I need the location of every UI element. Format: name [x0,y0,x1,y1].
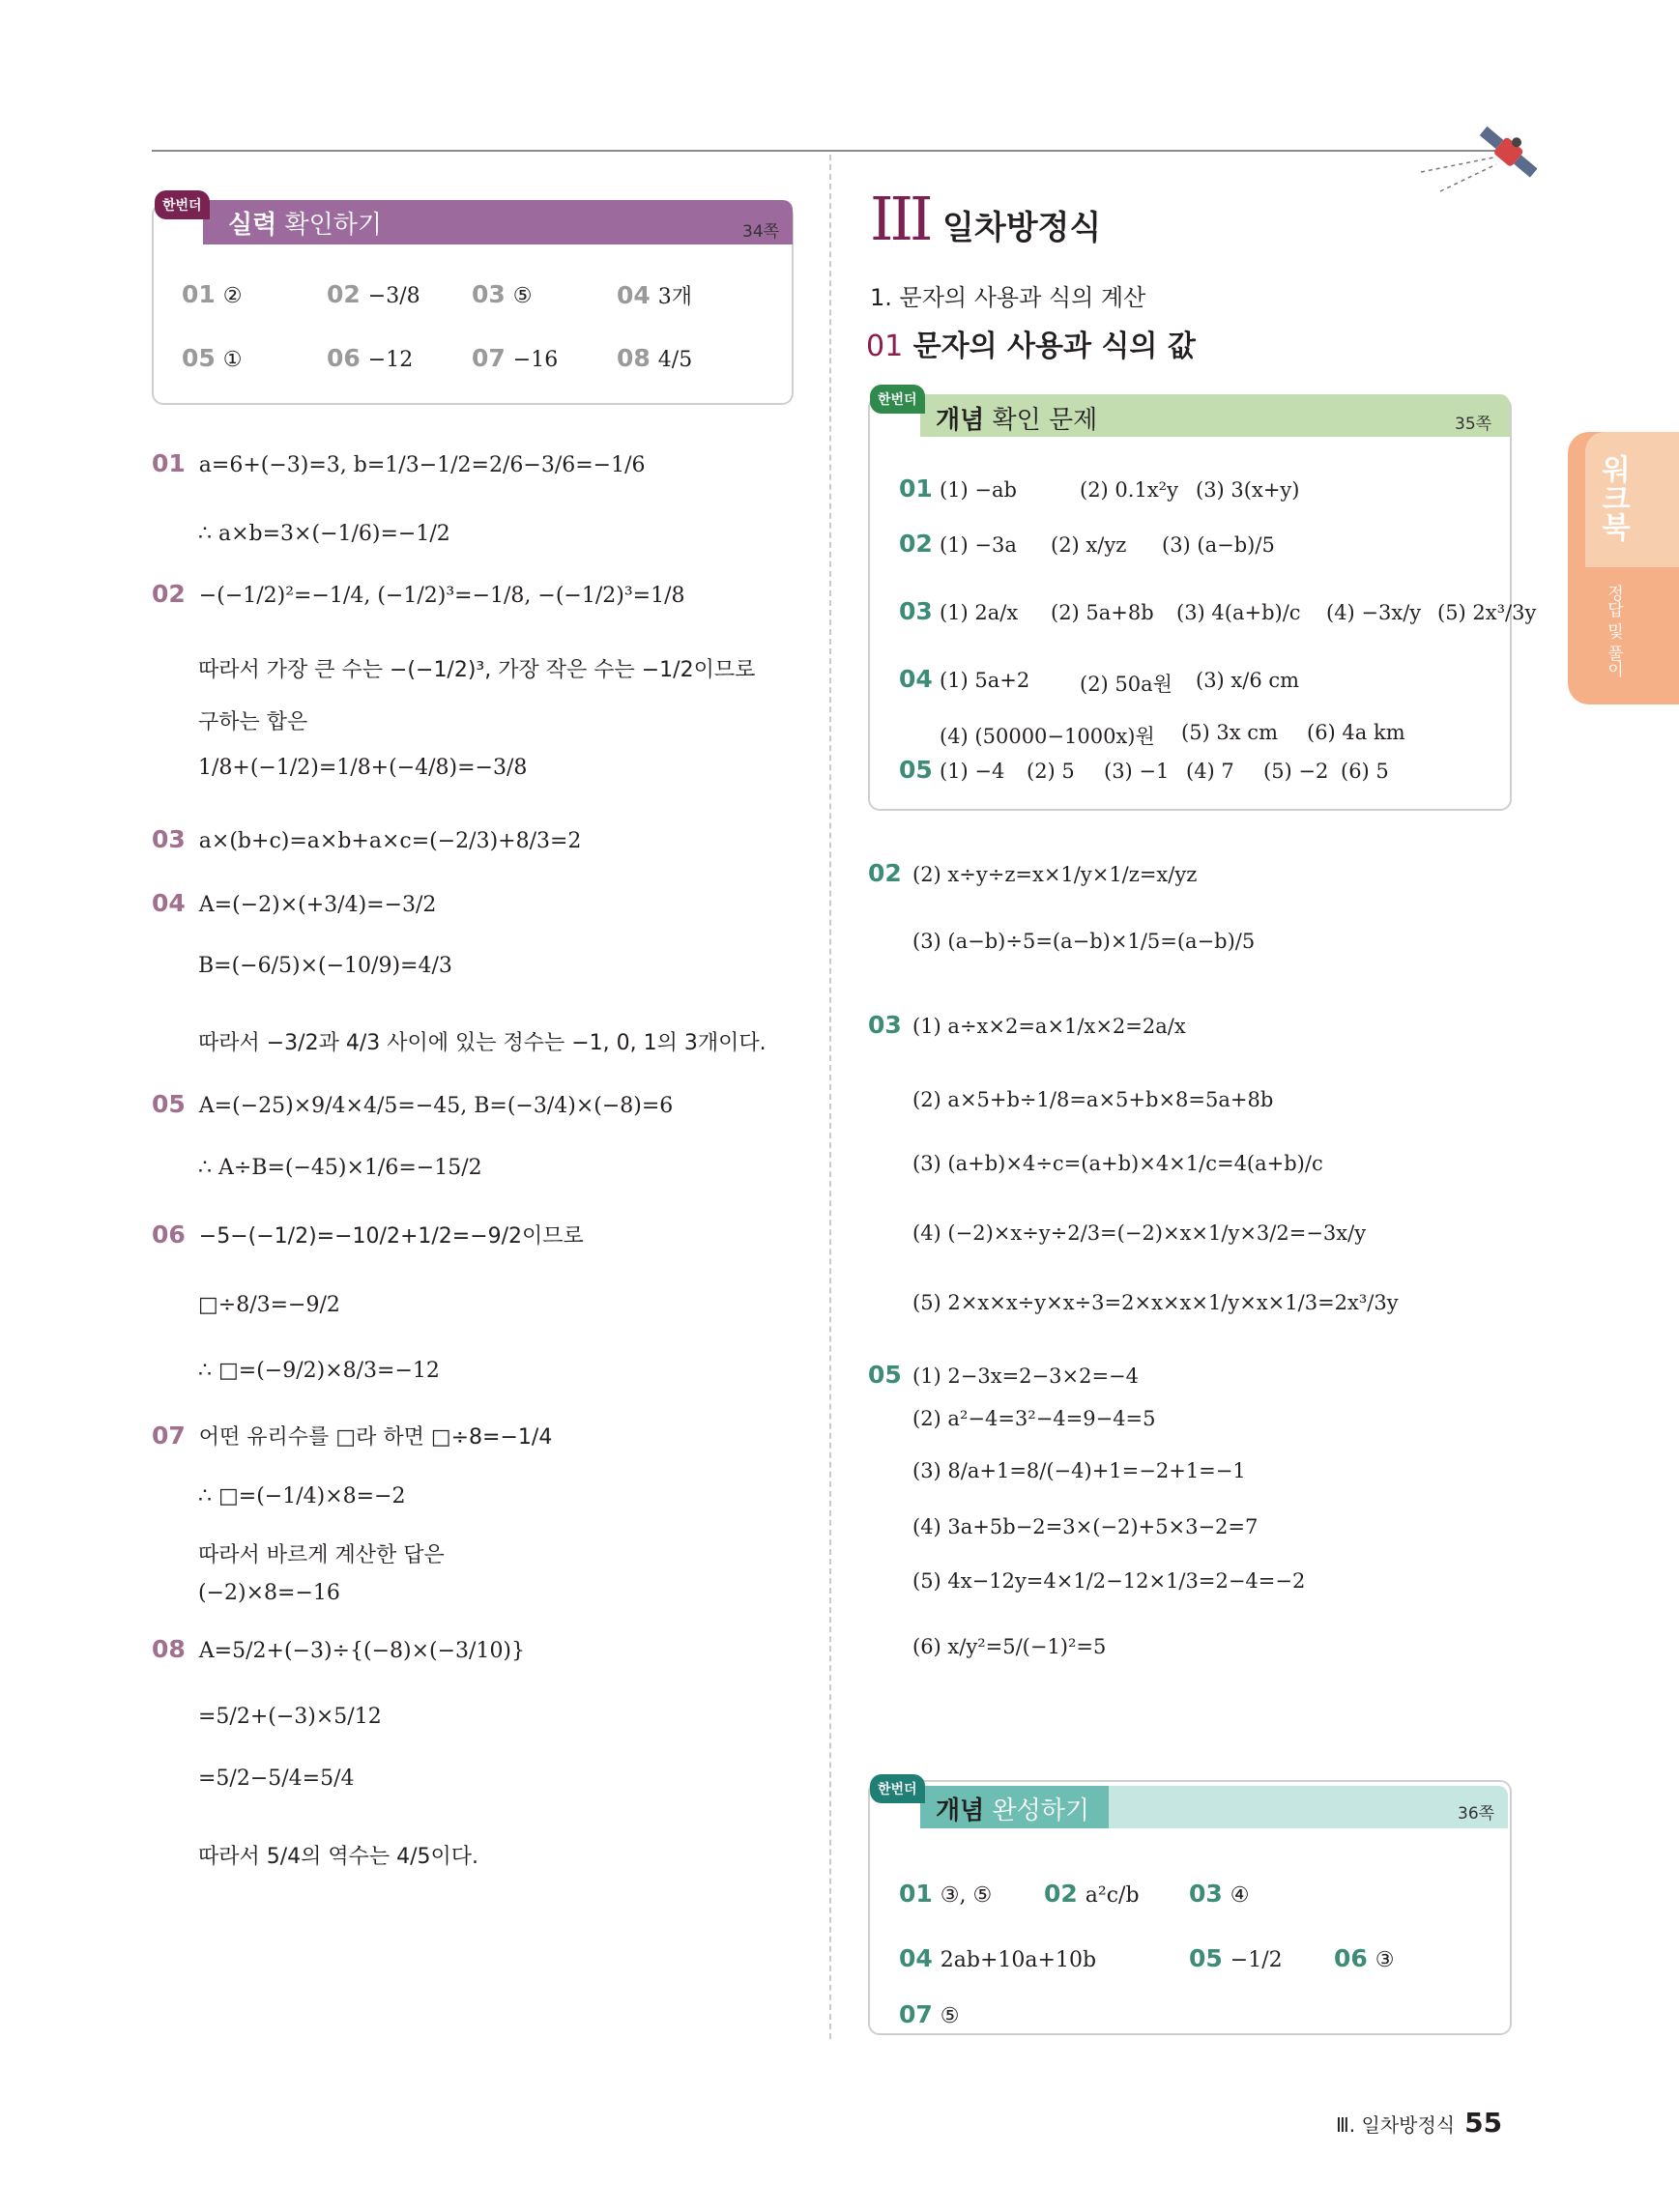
answer-value: ③, ⑤ [940,1883,993,1908]
solution-text: B=(−6/5)×(−10/9)=4/3 [198,954,452,978]
answer-value: ④ [1230,1883,1250,1908]
solution-number: 02 [152,580,186,608]
answer-number: 08 [617,344,651,372]
concept-answer-item: (3) 3(x+y) [1196,478,1300,502]
answer-value: ③ [1375,1948,1395,1972]
solution-line [198,756,527,780]
concept-answer-item: (1) 2a/x [940,601,1019,624]
answer-value: ② [222,284,243,308]
concept-answer-item: (2) 0.1x²y [1080,478,1178,502]
concept-answer-item: (3) 4(a+b)/c [1176,601,1301,624]
solution-text: A=5/2+(−3)÷{(−8)×(−3/10)} [198,1639,526,1663]
solution-text: 따라서 바르게 계산한 답은 [198,1543,445,1567]
concept-complete-page-ref: 36쪽 [1458,1804,1495,1824]
solution-text: =5/2+(−3)×5/12 [198,1705,382,1729]
solution-text: A=(−25)×9/4×4/5=−45, B=(−3/4)×(−8)=6 [198,1094,674,1118]
solution-number: 02 [868,859,902,887]
concept-answer-number: 05 [899,756,933,784]
solution-line [198,1581,340,1605]
solution-line [152,889,436,917]
answer-item [182,344,243,372]
complete-answer-item [1044,1880,1140,1908]
concept-complete-header-right [1102,1786,1508,1828]
answer-value: ⑤ [512,284,533,308]
solution-text: (−2)×8=−16 [198,1581,340,1605]
solution-line [198,1484,406,1508]
complete-answer-item [1189,1880,1250,1908]
solution-text: ∴ □=(−9/2)×8/3=−12 [198,1359,440,1383]
solution-text: 구하는 합은 [198,710,308,734]
solution-text: ∴ □=(−1/4)×8=−2 [198,1484,406,1508]
concept-answer-number: 04 [899,665,933,693]
solution-text: 따라서 −3/2과 4/3 사이에 있는 정수는 −1, 0, 1의 3개이다. [198,1031,767,1055]
solution-number: 01 [152,449,186,477]
solution-line [152,825,581,853]
solution-text: a×(b+c)=a×b+a×c=(−2/3)+8/3=2 [198,829,582,853]
answer-value: 4/5 [657,348,693,372]
concept-answer-number: 01 [899,474,933,503]
answer-item [327,280,420,308]
solution-line [152,1220,584,1250]
concept-complete-title: 개념 완성하기 [936,1796,1089,1825]
complete-answer-item [899,1944,1096,1972]
answer-number: 05 [1189,1944,1223,1972]
page-number: 55 [1464,2107,1503,2139]
skill-check-title: 실력 확인하기 [228,211,382,240]
solution-number: 07 [152,1422,186,1450]
complete-answer-item [1189,1944,1283,1972]
answer-value: −16 [512,348,559,372]
solution-text: −5−(−1/2)=−10/2+1/2=−9/2이므로 [198,1224,584,1249]
answer-number: 02 [327,280,361,308]
solution-line: (3) (a+b)×4÷c=(a+b)×4×1/c=4(a+b)/c [912,1152,1323,1175]
side-tab-sub-label: 정답 및 풀이 [1604,585,1623,677]
skill-check-page-ref: 34쪽 [742,222,780,242]
answer-value: 2ab+10a+10b [940,1948,1097,1972]
concept-answer-item: (2) x/yz [1051,533,1127,557]
complete-answer-item [1334,1944,1395,1972]
solution-line [152,1090,673,1118]
solution-number: 05 [152,1090,186,1118]
concept-answer-item: (4) 7 [1186,760,1234,783]
solution-line [152,449,646,477]
concept-answer-item: (3) x/6 cm [1196,669,1300,692]
answer-value: ⑤ [940,2004,960,2028]
solution-line: (6) x/y²=5/(−1)²=5 [912,1635,1107,1658]
solution-line [198,522,450,546]
solution-text: 따라서 가장 큰 수는 −(−1/2)³, 가장 작은 수는 −1/2이므로 [198,658,756,682]
solution-text: −(−1/2)²=−1/4, (−1/2)³=−1/8, −(−1/2)³=1/8 [198,584,685,608]
solution-line [198,1840,478,1870]
concept-answer-item: (3) (a−b)/5 [1162,533,1275,557]
solution-number: 03 [152,825,186,853]
concept-answer-item: (1) 5a+2 [940,669,1030,692]
concept-answer-item: (6) 5 [1341,760,1389,783]
solution-line [198,1293,340,1317]
top-rule [152,150,1515,152]
concept-answer-item: (2) 50a원 [1080,673,1172,696]
solution-line [198,705,307,735]
solution-line: (3) (a−b)÷5=(a−b)×1/5=(a−b)/5 [912,930,1256,953]
column-divider [829,155,831,2039]
concept-answer-item: (2) 5 [1027,760,1075,783]
solution-line: (2) a²−4=3²−4=9−4=5 [912,1407,1156,1430]
complete-answer-item [899,2000,960,2028]
solution-text: 1/8+(−1/2)=1/8+(−4/8)=−3/8 [198,756,528,780]
concept-answer-item: (5) 3x cm [1181,721,1278,744]
side-tab-main-label: 워크북 [1596,454,1630,541]
solution-text: 따라서 5/4의 역수는 4/5이다. [198,1845,479,1869]
again-badge: 한번더 [870,385,925,414]
answer-number: 03 [1189,1880,1223,1908]
solution-line: (4) 3a+5b−2=3×(−2)+5×3−2=7 [912,1515,1259,1538]
complete-answer-item [899,1880,992,1908]
concept-answer-item: (4) −3x/y [1326,601,1422,624]
solution-line [198,653,755,683]
answer-value: a²c/b [1085,1883,1140,1908]
solution-line [198,1538,445,1568]
answer-number: 07 [472,344,506,372]
solution-line: (5) 2×x×x÷y×x÷3=2×x×x×1/y×x×1/3=2x³/3y [912,1291,1399,1314]
answer-item [617,344,692,372]
solution-text: 어떤 유리수를 □라 하면 □÷8=−1/4 [198,1425,553,1450]
answer-value: −1/2 [1230,1948,1283,1972]
concept-answer-item: (1) −4 [940,760,1005,783]
solution-number: 04 [152,889,186,917]
concept-answer-item: (6) 4a km [1307,721,1405,744]
answer-number: 06 [327,344,361,372]
solution-line: (3) 8/a+1=8/(−4)+1=−2+1=−1 [912,1459,1246,1482]
solution-number: 06 [152,1221,186,1249]
again-badge: 한번더 [870,1774,925,1803]
satellite-icon [1411,114,1537,201]
solution-line: (1) a÷x×2=a×1/x×2=2a/x [912,1015,1186,1038]
concept-answer-item: (5) 2x³/3y [1437,601,1537,624]
solution-text: A=(−2)×(+3/4)=−3/2 [198,893,437,917]
answer-number: 06 [1334,1944,1368,1972]
solution-text: ∴ a×b=3×(−1/6)=−1/2 [198,522,450,546]
page-footer: Ⅲ. 일차방정식 55 [1336,2107,1503,2139]
answer-number: 01 [182,280,216,308]
answer-number: 03 [472,280,506,308]
concept-answer-item: (5) −2 [1263,760,1329,783]
solution-number: 03 [868,1011,902,1039]
concept-answer-item: (3) −1 [1104,760,1170,783]
answer-number: 02 [1044,1880,1078,1908]
concept-check-title: 개념 확인 문제 [936,406,1098,435]
solution-line [198,1156,482,1180]
solution-text: a=6+(−3)=3, b=1/3−1/2=2/6−3/6=−1/6 [198,453,646,477]
answer-value: 3개 [657,285,693,309]
answer-value: ① [222,348,243,372]
answer-value: −3/8 [367,284,420,308]
answer-number: 04 [617,281,651,309]
solution-line: (2) a×5+b÷1/8=a×5+b×8=5a+8b [912,1088,1274,1111]
answer-item [472,280,533,308]
again-badge: 한번더 [155,190,210,219]
solution-line [152,1421,552,1451]
solution-line: (1) 2−3x=2−3×2=−4 [912,1365,1140,1388]
solution-text: =5/2−5/4=5/4 [198,1767,355,1791]
answer-number: 04 [899,1944,933,1972]
solution-line [198,1705,382,1729]
solution-line: (5) 4x−12y=4×1/2−12×1/3=2−4=−2 [912,1569,1306,1593]
solution-text: □÷8/3=−9/2 [198,1293,340,1317]
concept-answer-number: 02 [899,530,933,558]
solution-text: ∴ A÷B=(−45)×1/6=−15/2 [198,1156,482,1180]
solution-line [152,580,685,608]
concept-answer-item: (4) (50000−1000x)원 [940,725,1155,748]
solution-line: (2) x÷y÷z=x×1/y×1/z=x/yz [912,863,1198,886]
solution-number: 05 [868,1361,902,1389]
solution-line [198,1767,355,1791]
solution-line: (4) (−2)×x÷y÷2/3=(−2)×x×1/y×3/2=−3x/y [912,1221,1367,1245]
solution-line [198,1026,767,1056]
solution-line [198,1359,440,1383]
concept-answer-item: (1) −3a [940,533,1017,557]
unit-title: 01 문자의 사용과 식의 값 [866,330,1196,363]
solution-number: 08 [152,1635,186,1663]
answer-number: 05 [182,344,216,372]
chapter-title: 일차방정식 [942,209,1102,247]
concept-check-page-ref: 35쪽 [1455,415,1492,434]
answer-item [327,344,413,372]
answer-item [472,344,558,372]
solution-line [198,954,452,978]
concept-answer-item: (1) −ab [940,478,1017,502]
concept-answer-number: 03 [899,597,933,625]
chapter-numeral: III [870,184,930,254]
answer-number: 01 [899,1880,933,1908]
answer-value: −12 [367,348,414,372]
concept-answer-item: (2) 5a+8b [1051,601,1154,624]
answer-item [617,280,692,310]
section-title: 1. 문자의 사용과 식의 계산 [870,284,1146,311]
answer-number: 07 [899,2000,933,2028]
answer-item [182,280,243,308]
solution-line [152,1635,525,1663]
